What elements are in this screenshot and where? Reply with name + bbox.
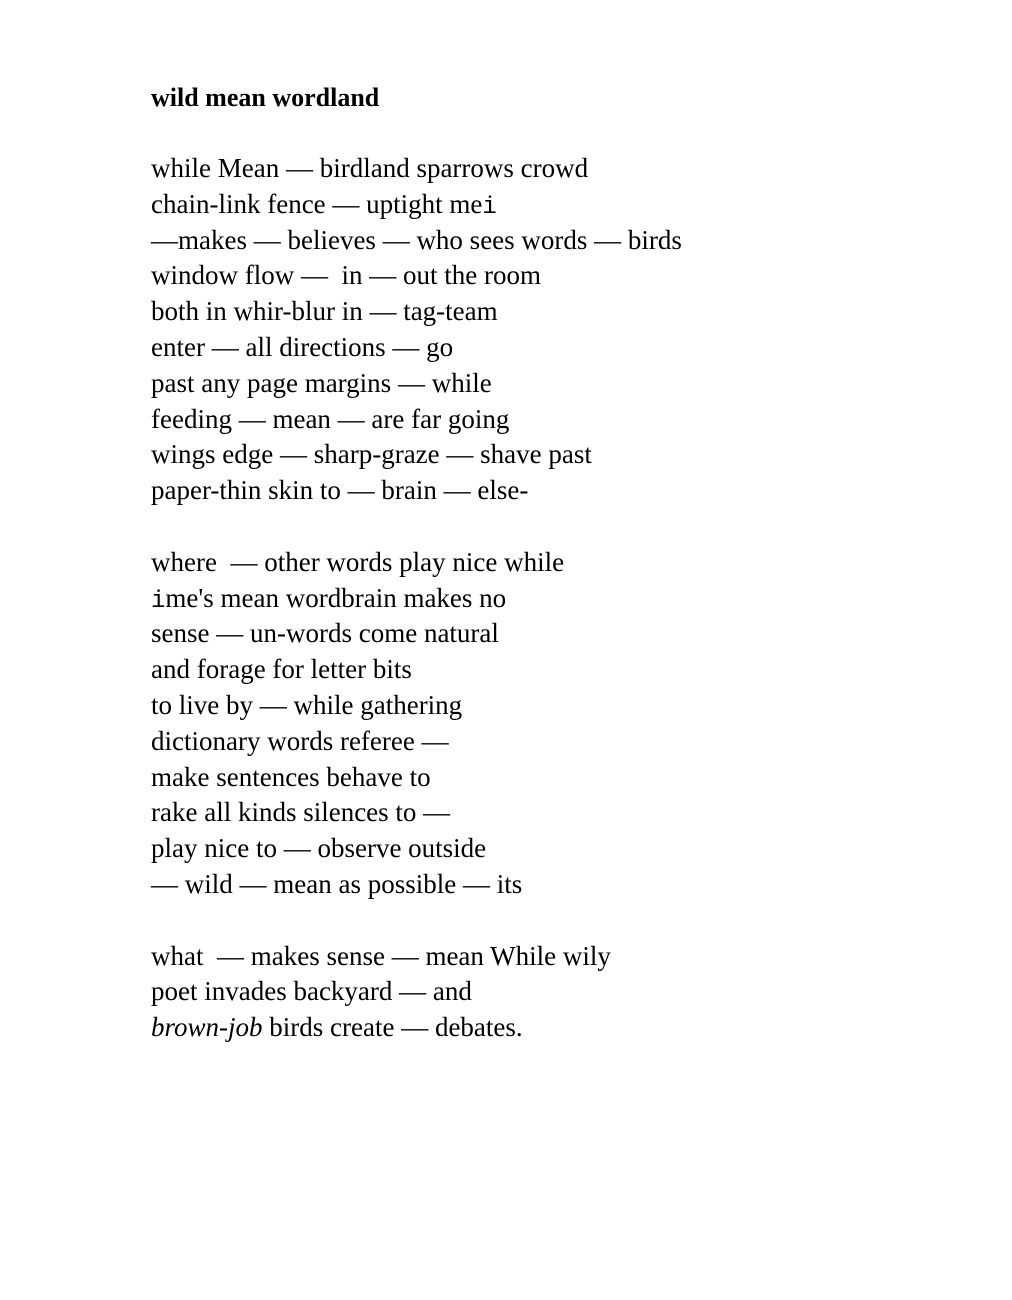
mono-glyph: i [151,587,166,615]
poem-line: — wild — mean as possible — its [151,868,523,899]
stanza-2 [151,545,951,903]
poem-line: feeding — mean — are far going [151,403,510,434]
poem-line: rake all kinds silences to — [151,797,451,828]
poem-line: make sentences behave to [151,761,431,792]
poem-line: paper-thin skin to — brain — else- [151,475,529,506]
poem-line: and forage for letter bits [151,654,412,685]
stanza-1 [151,151,951,509]
poem-line-text: birds create — debates. [262,1012,523,1043]
italic-phrase: brown-job [151,1012,263,1043]
poem-line [151,1010,951,1046]
poem-line: where — other words play nice while [151,546,565,577]
poem-line: to live by — while gathering [151,689,463,720]
poem-line: poet invades backyard — and [151,976,472,1007]
poem-line [151,187,951,223]
poem-line: while Mean — birdland sparrows crowd [151,153,589,183]
poem-line: what — makes sense — mean While wily [151,940,611,971]
stanza-3 [151,939,951,1046]
poem-line: play nice to — observe outside [151,833,487,864]
poem-line: window flow — in — out the room [151,260,541,291]
poem-line-text: me's mean wordbrain makes no [165,582,507,613]
poem-line: enter — all directions — go [151,331,454,362]
poem-page [151,80,951,1046]
poem-line: both in whir-blur in — tag-team [151,296,498,327]
mono-glyph: i [482,193,497,221]
poem-title: wild mean wordland [151,83,380,112]
poem-line: —makes — believes — who sees words — birds [151,224,682,255]
poem-line-text: chain-link fence — uptight me [151,188,483,219]
poem-line [151,581,951,617]
poem-line: past any page margins — while [151,367,492,398]
poem-line: sense — un-words come natural [151,618,499,649]
poem-line: wings edge — sharp-graze — shave past [151,439,592,470]
poem-line: dictionary words referee — [151,725,449,756]
